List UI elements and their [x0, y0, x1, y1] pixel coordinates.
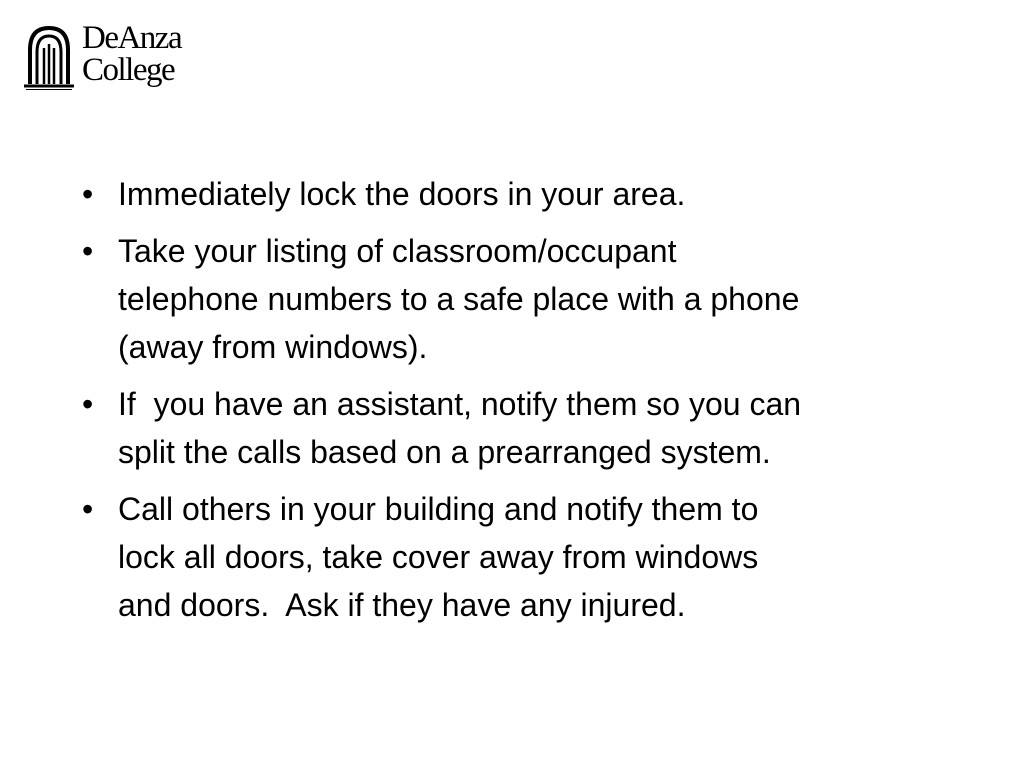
bullet-list — [82, 170, 982, 638]
bullet-item — [82, 170, 982, 218]
bullet-item — [82, 485, 982, 629]
logo-wordmark — [82, 22, 181, 86]
bullet-line: lock all doors, take cover away from windows — [118, 539, 759, 575]
bullet-line: Take your listing of classroom/occupant — [118, 233, 677, 269]
bullet-line: (away from windows). — [118, 329, 428, 365]
bullet-line: telephone numbers to a safe place with a phone — [118, 281, 800, 317]
logo-line-1: DeAnza — [82, 20, 182, 56]
bullet-marker: • — [82, 233, 94, 269]
bullet-line: Immediately lock the doors in your area. — [118, 176, 686, 212]
bullet-line: If you have an assistant, notify them so you can — [118, 386, 802, 422]
bullet-line: Call others in your building and notify them to — [118, 491, 759, 527]
bullet-item — [82, 380, 982, 476]
logo-line-2: College — [82, 52, 175, 88]
bullet-marker: • — [82, 386, 94, 422]
college-logo — [24, 22, 214, 96]
bullet-line: split the calls based on a prearranged system. — [118, 434, 771, 470]
arch-column-icon — [24, 24, 74, 90]
bullet-item — [82, 227, 982, 371]
bullet-line: and doors. Ask if they have any injured. — [118, 587, 686, 623]
bullet-marker: • — [82, 176, 94, 212]
bullet-marker: • — [82, 491, 94, 527]
